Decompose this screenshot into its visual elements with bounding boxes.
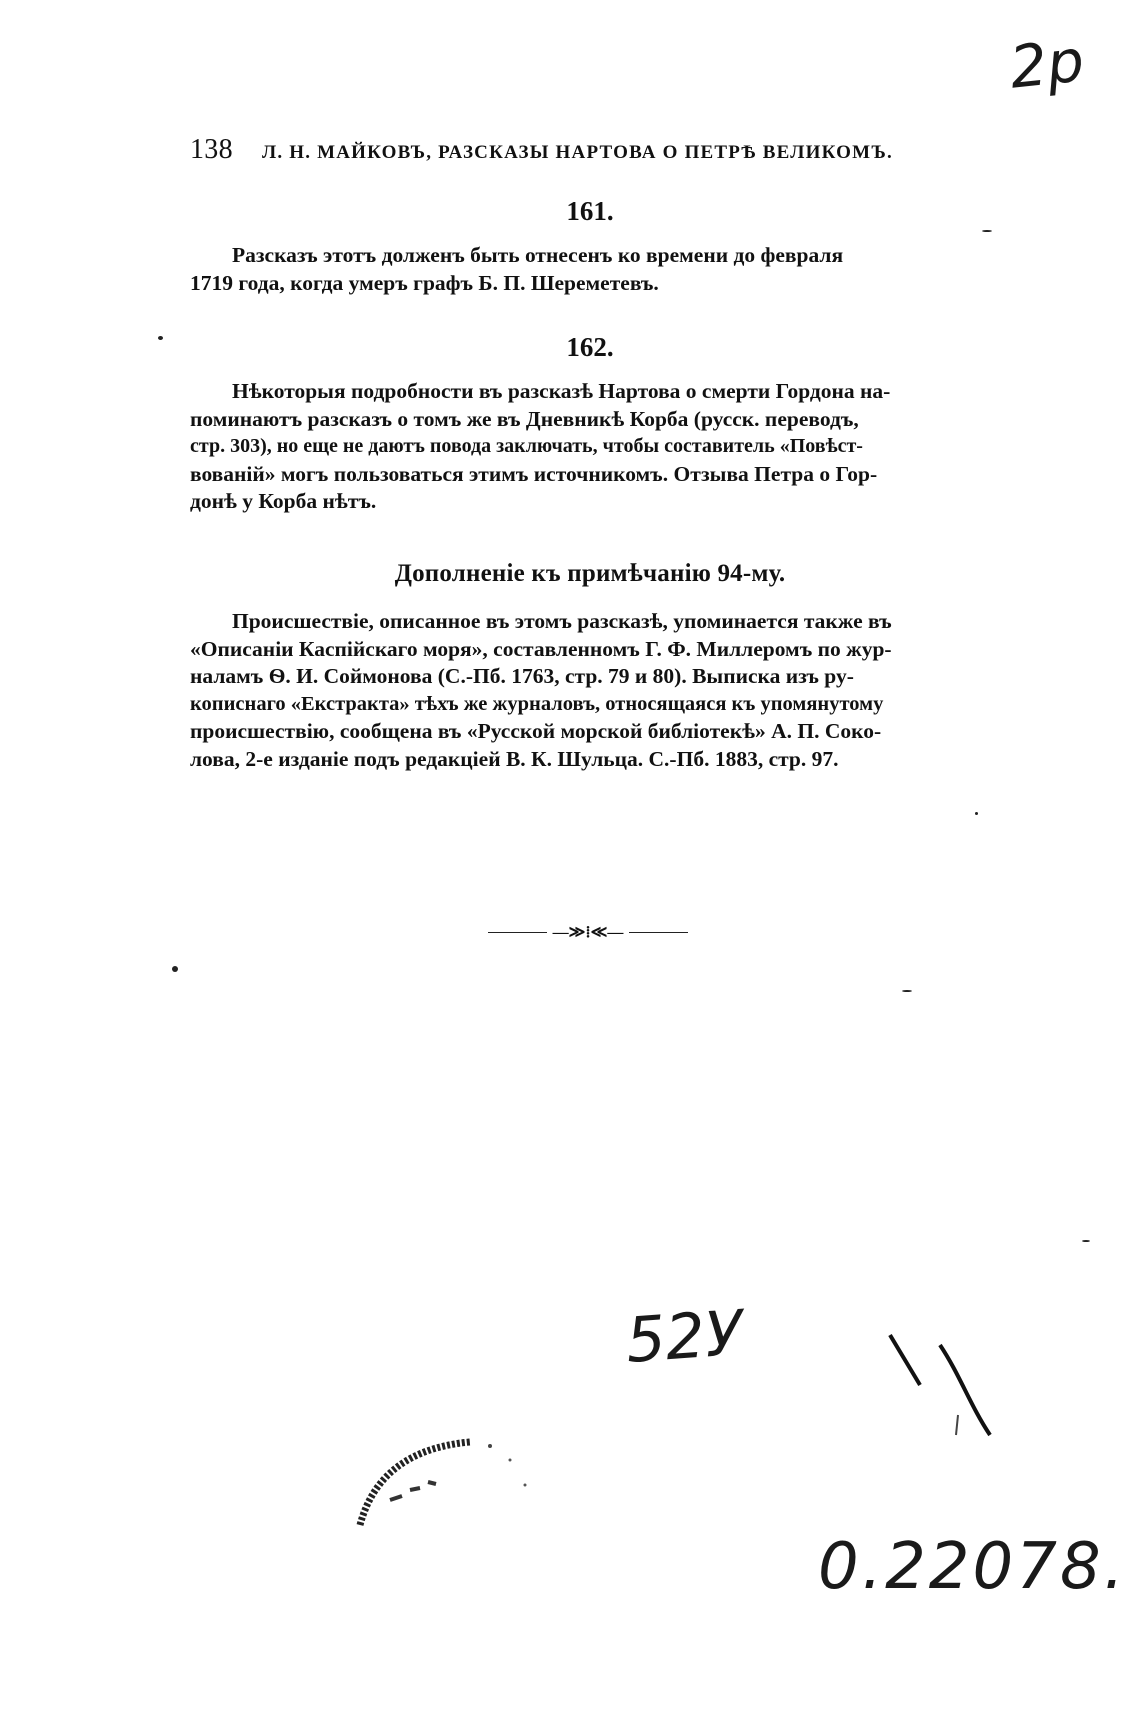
text-line: наламъ Ѳ. И. Соймонова (С.-Пб. 1763, стр. 79 и 80). Выписка изъ ру- (190, 664, 854, 688)
pencil-strokes-icon (880, 1325, 1000, 1445)
handwritten-middle-note: 52У (623, 1296, 746, 1377)
text-line: донѣ у Корба нѣтъ. (190, 489, 377, 513)
running-title: Л. Н. МАЙКОВЪ, РАЗСКАЗЫ НАРТОВА О ПЕТРѢ ВЕЛИКОМЪ. (261, 142, 893, 163)
text-line: вованій» могъ пользоваться этимъ источникомъ. Отзыва Петра о Гор- (190, 461, 878, 486)
text-line: 1719 года, когда умеръ графъ Б. П. Шереметевъ. (190, 270, 659, 295)
addendum-text (190, 608, 980, 773)
speck (1082, 1240, 1090, 1242)
page-number: 138 (190, 134, 233, 165)
text-line: кописнаго «Екстракта» тѣхъ же журналовъ, относящаяся къ упомянутому (190, 692, 884, 715)
ornament-glyph: —≫⁞≪— (552, 924, 624, 941)
handwritten-shelfmark: 0.22078. (818, 1530, 1127, 1604)
addendum-heading: Дополненіе къ примѣчанію 94-му. (394, 560, 786, 587)
running-head (190, 134, 910, 166)
text-line: поминаютъ разсказъ о томъ же въ Дневникѣ Корба (русск. переводъ, (190, 406, 859, 431)
speck (158, 336, 163, 340)
text-line: Разсказъ этотъ долженъ быть отнесенъ ко времени до февраля (232, 243, 844, 267)
speck (975, 812, 978, 815)
library-stamp-icon (350, 1430, 540, 1540)
speck (902, 990, 912, 992)
speck (982, 230, 992, 232)
section-number-162: 162. (566, 332, 614, 362)
ornament-rule-right (629, 932, 688, 933)
section-162-text (190, 378, 980, 516)
ornament-rule-left (488, 932, 547, 933)
section-number-161: 161. (566, 196, 614, 226)
text-line: «Описаніи Каспійскаго моря», составленномъ Г. Ф. Миллеромъ по жур- (190, 636, 892, 661)
speck (172, 966, 178, 972)
text-line: Нѣкоторыя подробности въ разсказѣ Нартова о смерти Гордона на- (232, 379, 891, 403)
text-line: лова, 2-е изданіе подъ редакціей В. К. Шульца. С.-Пб. 1883, стр. 97. (190, 746, 839, 771)
section-161-text (190, 242, 980, 297)
text-line: стр. 303), но еще не даютъ повода заключать, чтобы составитель «Повѣст- (190, 435, 863, 457)
text-line: происшествію, сообщена въ «Русской морской библіотекѣ» А. П. Соко- (190, 719, 882, 743)
text-line: Происшествіе, описанное въ этомъ разсказѣ, упоминается также въ (232, 609, 892, 633)
ornament-divider (488, 924, 688, 940)
handwritten-corner-note: 2р (1006, 26, 1088, 102)
